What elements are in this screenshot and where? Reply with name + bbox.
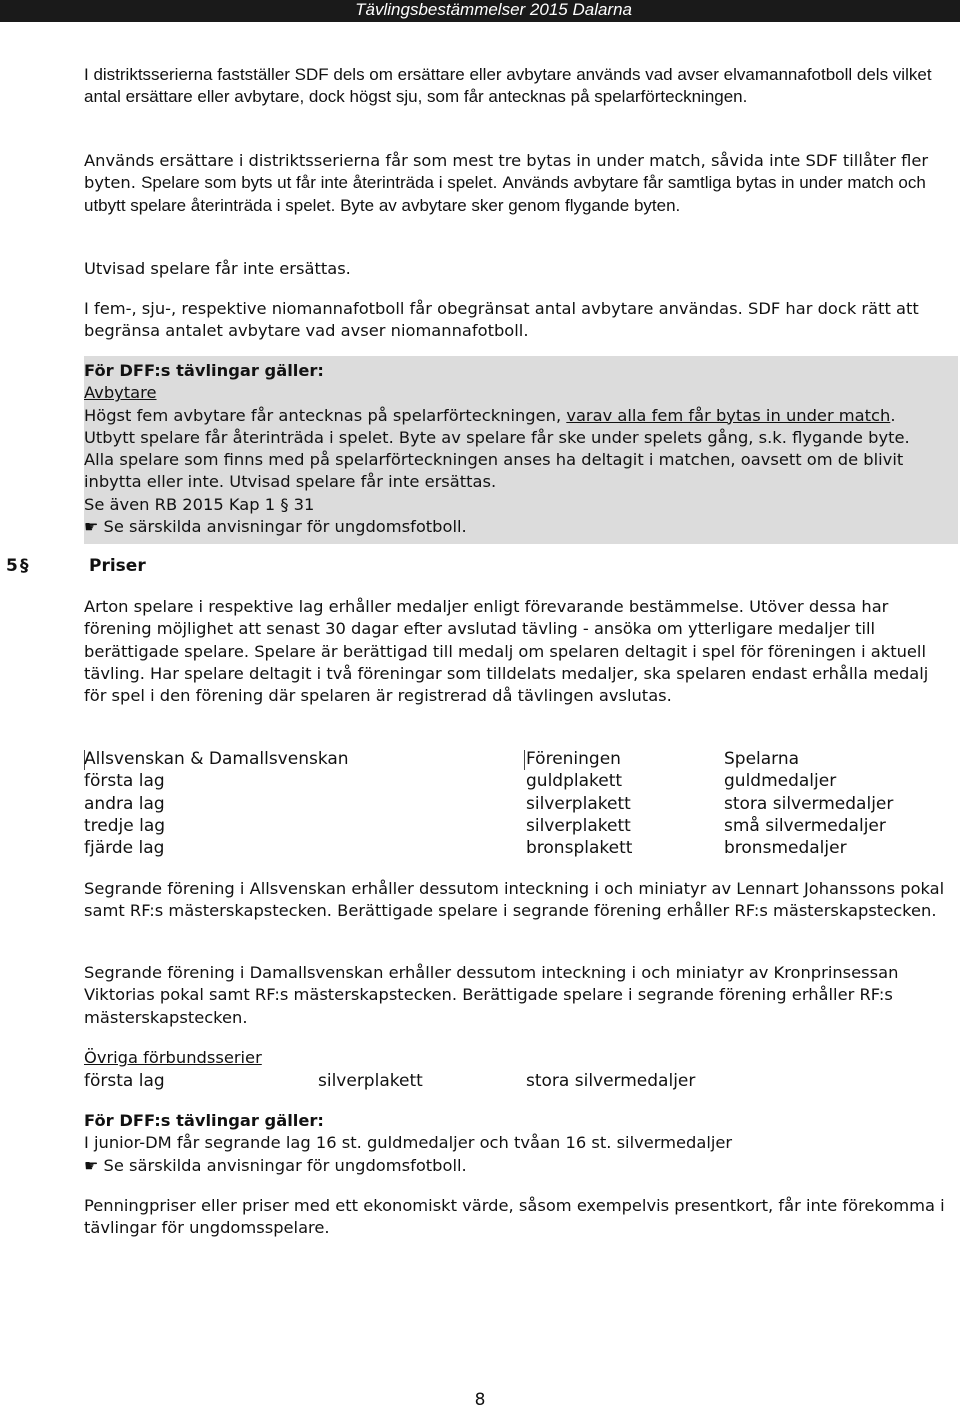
table-row xyxy=(84,837,893,859)
dff-line-b: . Utbytt spelare får återinträda i spelet. Byte av spelare får ske under spelets gång, s.k. flygande byte. xyxy=(84,405,910,447)
dff-line-a: Högst fem avbytare får antecknas på spelarförteckningen, xyxy=(84,405,567,425)
table-cell: guldplakett xyxy=(526,771,623,792)
dff-heading: För DFF:s tävlingar gäller: xyxy=(84,361,324,380)
intro-p2a: Används ersättare i distriktsserierna får som mest tre bytas in under match, såvida inte SDF tillåter fler byten. xyxy=(84,151,929,193)
table-header: Spelarna xyxy=(724,749,800,769)
dff2-youth-note xyxy=(84,1155,946,1177)
priser-paragraph: Arton spelare i respektive lag erhåller medaljer enligt förevarande bestämmelse. Utöver dessa har förening möjlighet att senast 30 dagar efter avslutad tävling - ansöka om ytterligare medaljer till berättigade spelare. Spelare är berättigad till medalj om spelaren deltagit i spel för föreningen i aktuell tävling. Har spelare deltagit i två föreningar som tilldelats medaljer, ska spelaren endast erhålla medalj för spel i den förening där spelaren är registrerad då tävlingen avslutas. xyxy=(84,597,929,706)
dff-rules-content xyxy=(84,360,944,538)
table-cell: bronsplakett xyxy=(526,838,633,859)
table-header: Allsvenskan & Damallsvenskan xyxy=(84,749,349,769)
table-cell: små silvermedaljer xyxy=(724,815,886,836)
table-cell: tredje lag xyxy=(84,815,166,836)
intro-p2b: Spelare som byts ut får inte återinträda i spelet. xyxy=(141,173,498,193)
table-row xyxy=(84,770,893,792)
table-cell: silverplakett xyxy=(526,815,631,836)
table-cell: silverplakett xyxy=(526,793,631,814)
dff2-heading: För DFF:s tävlingar gäller: xyxy=(84,1111,324,1130)
intro-paragraph-1: I distriktsserierna fastställer SDF dels om ersättare eller avbytare används vad avser elvamannafotboll dels vilket antal ersättare eller avbytare, dock högst sju, som får antecknas på spelarförteckningen. xyxy=(84,65,932,107)
segrande-allsvenskan-paragraph: Segrande förening i Allsvenskan erhåller dessutom inteckning i och miniatyr av Lennart Johanssons pokal samt RF:s mästerskapstecken. Berättigade spelare i segrande förening erhåller RF:s mästerskapstecken. xyxy=(84,879,945,921)
table-cell: bronsmedaljer xyxy=(724,838,847,859)
section-title: Priser xyxy=(89,556,146,576)
dff2-block xyxy=(84,1110,946,1177)
table-cell: första lag xyxy=(84,1071,165,1091)
section-number: 5 xyxy=(6,556,18,576)
dff-line-c: Alla spelare som finns med på spelarförteckningen anses ha deltagit i matchen, oavsett om de blivit inbytta eller inte. Utvisad spelare får inte ersättas. xyxy=(84,450,904,492)
pointing-hand-icon: ☛ xyxy=(84,517,99,537)
table-header-row xyxy=(84,748,893,770)
page-header xyxy=(0,0,960,22)
table-row xyxy=(84,1070,695,1092)
ovriga-table xyxy=(84,1070,695,1092)
table-cell: guldmedaljer xyxy=(724,771,837,792)
intro-paragraph-4: I fem-, sju-, respektive niomannafotboll får obegränsat antal avbytare användas. SDF har dock rätt att begränsa antalet avbytare vad avser niomannafotboll. xyxy=(84,299,919,341)
table-cell: första lag xyxy=(84,771,165,792)
table-cell: andra lag xyxy=(84,793,165,814)
dff-subheading: Avbytare xyxy=(84,383,157,403)
table-row xyxy=(84,793,893,815)
dff-youth-note-text: Se särskilda anvisningar för ungdomsfotboll. xyxy=(103,517,467,537)
prize-table xyxy=(84,748,893,859)
table-cell: stora silvermedaljer xyxy=(724,793,894,814)
intro-paragraph-2 xyxy=(84,150,946,217)
section-sign: § xyxy=(20,556,29,576)
intro-paragraph-3: Utvisad spelare får inte ersättas. xyxy=(84,259,351,278)
final-paragraph: Penningpriser eller priser med ett ekonomiskt värde, såsom exempelvis presentkort, får inte förekomma i tävlingar för ungdomsspelare. xyxy=(84,1196,945,1238)
table-header: Föreningen xyxy=(526,749,621,769)
dff-line-a-underlined: varav alla fem får bytas in under match xyxy=(566,405,891,425)
page-number: 8 xyxy=(474,1390,486,1410)
table-cell: silverplakett xyxy=(318,1071,423,1091)
table-cell: stora silvermedaljer xyxy=(526,1071,696,1091)
ovriga-heading: Övriga förbundsserier xyxy=(84,1048,262,1067)
pointing-hand-icon: ☛ xyxy=(84,1155,99,1175)
header-title: Tävlingsbestämmelser 2015 Dalarna xyxy=(355,0,632,19)
dff2-youth-note-text: Se särskilda anvisningar för ungdomsfotboll. xyxy=(103,1155,467,1175)
table-row xyxy=(84,815,893,837)
table-cell: fjärde lag xyxy=(84,838,165,859)
intro-p2c: Används avbytare får samtliga bytas in under match och utbytt spelare återinträda i spelet. Byte av avbytare sker genom flygande byten. xyxy=(84,173,926,215)
dff-see-also: Se även RB 2015 Kap 1 § 31 xyxy=(84,494,315,514)
dff2-line: I junior-DM får segrande lag 16 st. guldmedaljer och tvåan 16 st. silvermedaljer xyxy=(84,1133,733,1153)
segrande-damallsvenskan-paragraph: Segrande förening i Damallsvenskan erhåller dessutom inteckning i och miniatyr av Kronprinsessan Viktorias pokal samt RF:s mästerskapstecken. Berättigade spelare i segrande förening erhåller RF:s mästerskapstecken. xyxy=(84,963,899,1027)
dff-youth-note xyxy=(84,516,944,538)
dff-rules-text xyxy=(84,405,944,494)
